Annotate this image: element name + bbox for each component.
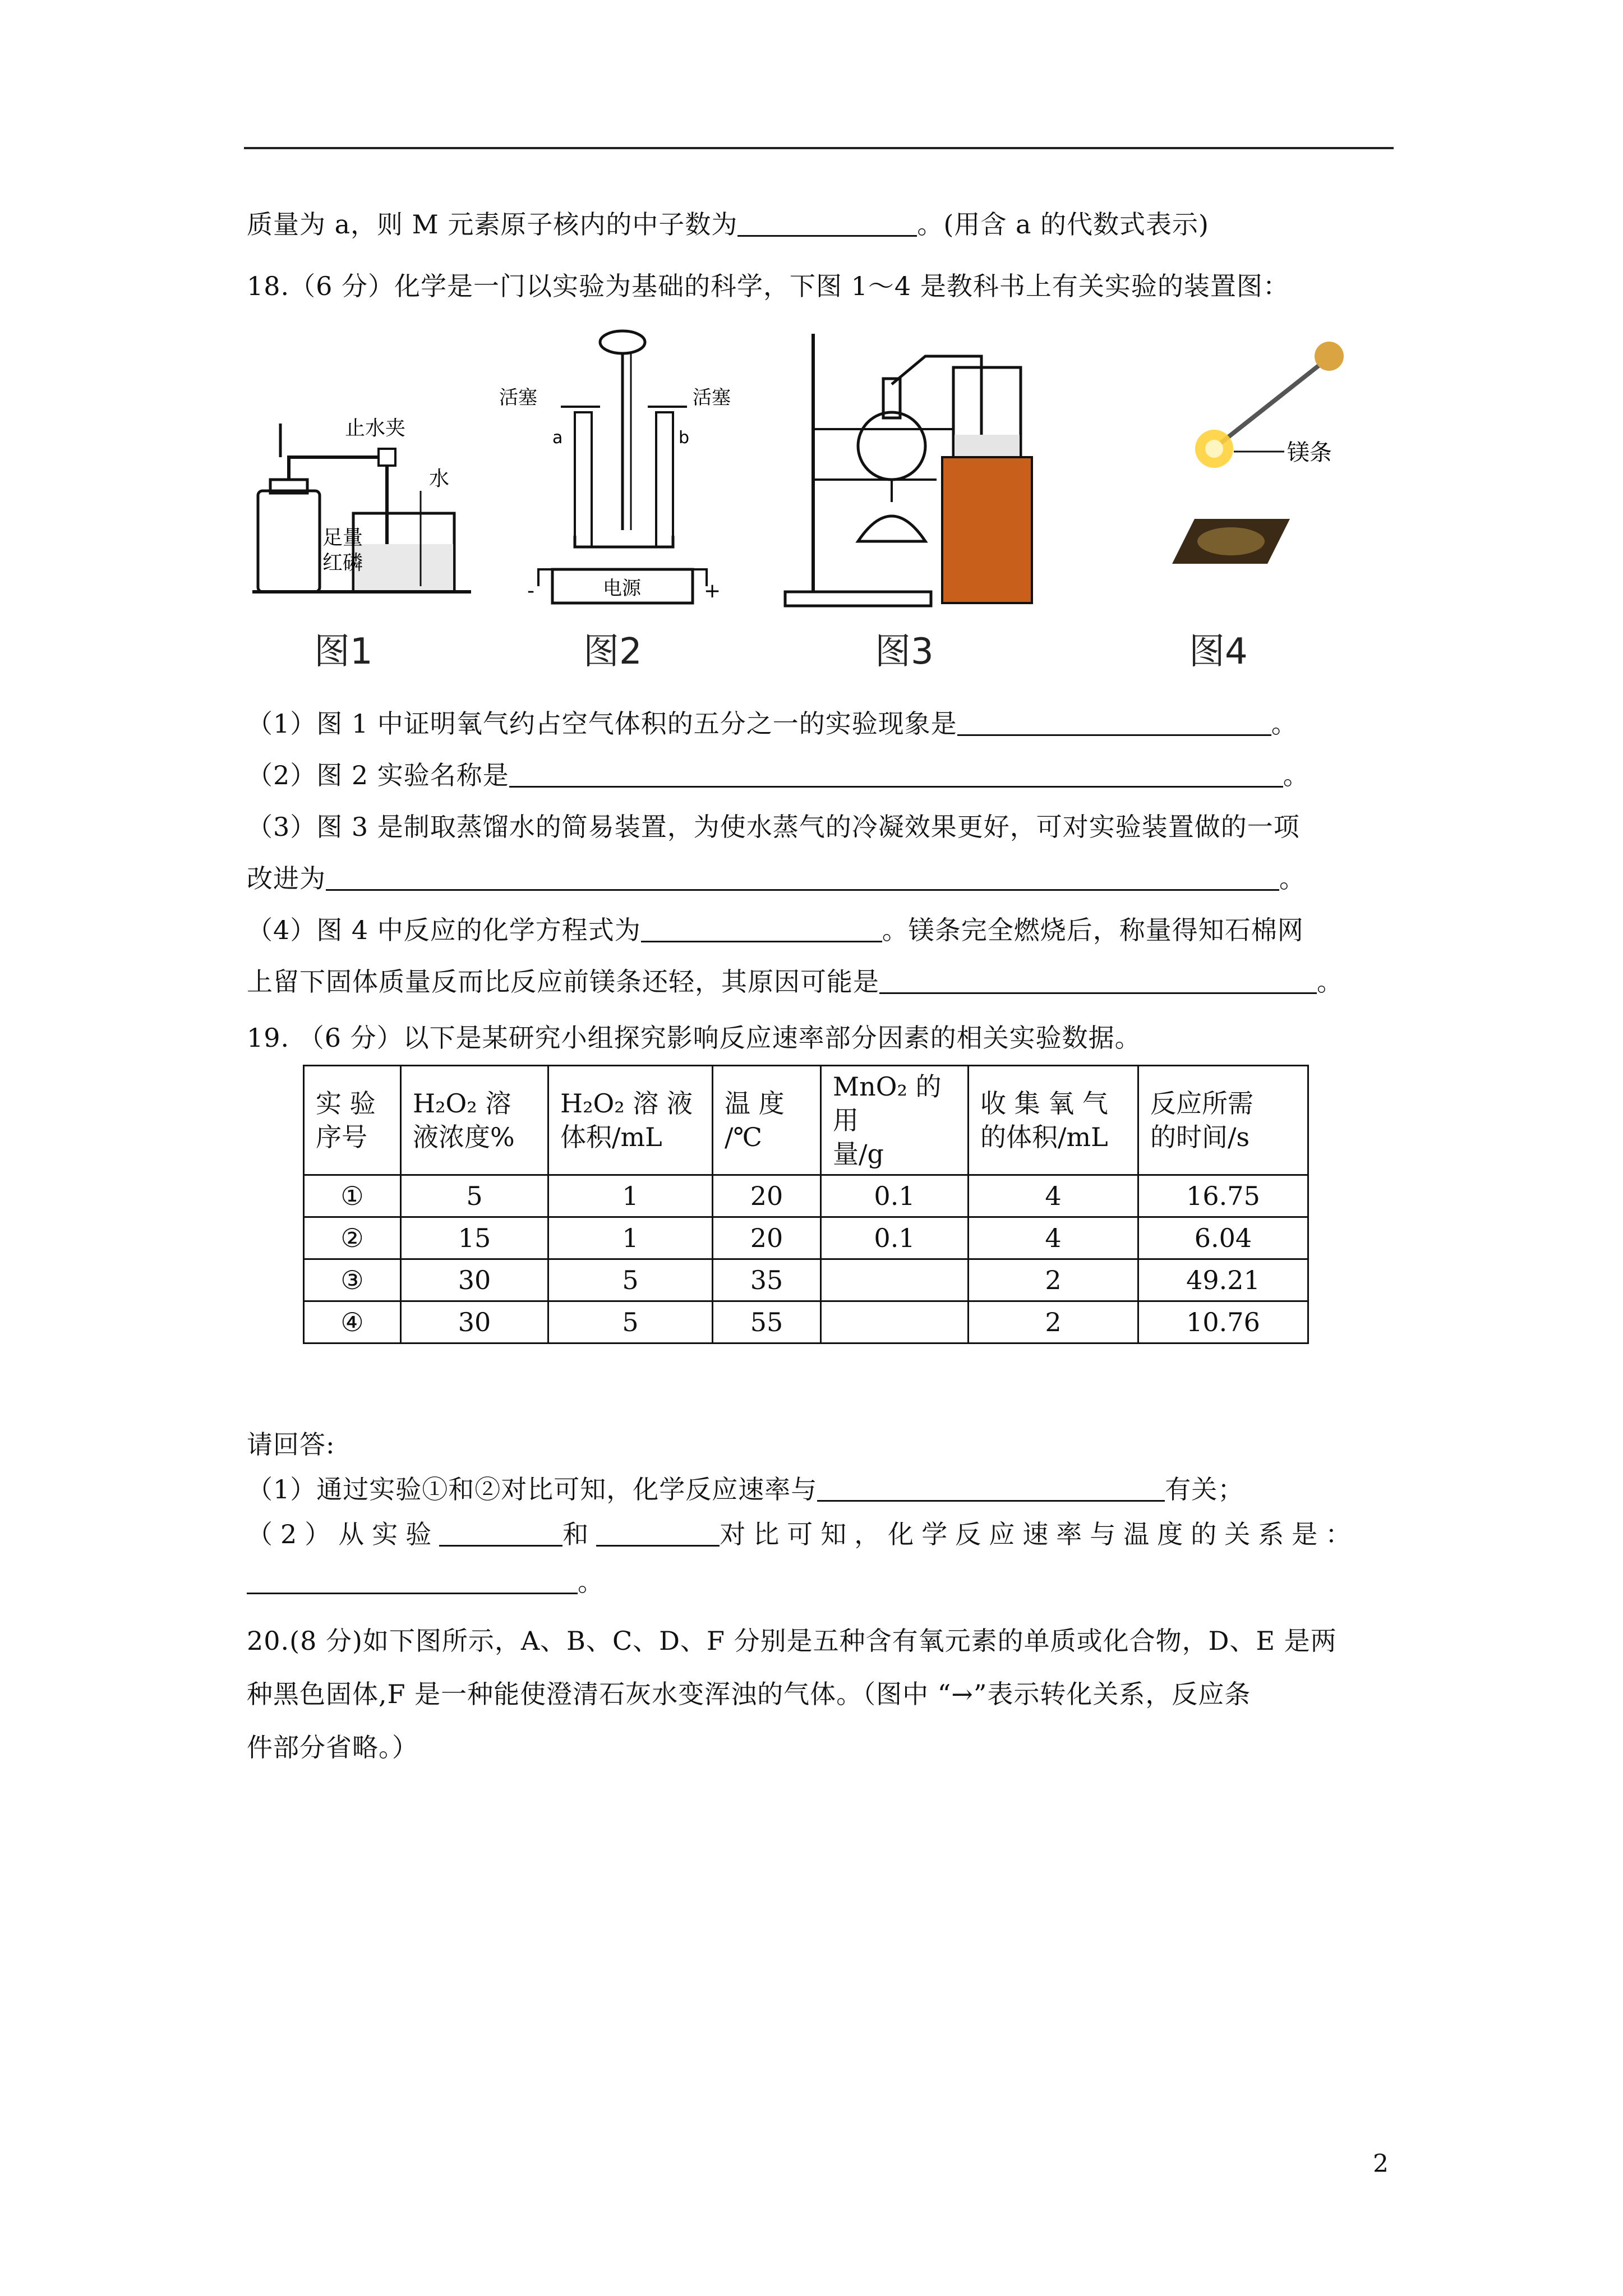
fig1-label-water: 水 <box>429 467 450 490</box>
fig2-label-power: 电源 <box>603 577 641 600</box>
header-cell: H₂O₂ 溶 液浓度% <box>401 1066 548 1175</box>
q18-sub1-blank[interactable] <box>957 708 1271 736</box>
q19-sub2: （2）从实验 和 对比可知，化学反应速率与温度的关系是： <box>247 1519 1359 1549</box>
q19-sub2-blank3[interactable] <box>247 1567 578 1594</box>
q19-sub1: （1）通过实验①和②对比可知，化学反应速率与 有关； <box>247 1474 1244 1504</box>
figure-3-apparatus <box>774 323 1088 614</box>
q19-sub1-blank[interactable] <box>817 1474 1165 1502</box>
header-cell: H₂O₂ 溶 液 体积/mL <box>548 1066 713 1175</box>
header-cell: MnO₂ 的用 量/g <box>821 1066 969 1175</box>
q19-sub2-blank1[interactable] <box>439 1519 562 1547</box>
fig1-label-clamp: 止水夹 <box>345 417 406 440</box>
fig2-label-b: b <box>679 428 690 448</box>
table-row: ③ 30 5 35 2 49.21 <box>304 1259 1308 1301</box>
answer-blank[interactable] <box>737 209 917 237</box>
page-number: 2 <box>1373 2150 1389 2178</box>
q18-sub3-line1: （3）图 3 是制取蒸馏水的简易装置，为使水蒸气的冷凝效果更好，可对实验装置做的一项 <box>247 812 1300 842</box>
figure-4-caption: 图4 <box>1189 631 1248 673</box>
q18-sub2-blank[interactable] <box>509 760 1283 788</box>
q18-figures <box>247 323 1374 673</box>
header-cell: 收 集 氧 气 的体积/mL <box>969 1066 1138 1175</box>
q18-sub4-blank1[interactable] <box>641 915 882 942</box>
figure-1-apparatus <box>247 323 482 614</box>
header-cell: 实 验 序号 <box>304 1066 401 1175</box>
experiment-table <box>303 1065 1309 1344</box>
fig4-label-magnesium: 镁条 <box>1287 440 1332 466</box>
fig2-label-a: a <box>552 428 563 448</box>
figure-3-caption: 图3 <box>875 631 934 673</box>
q18-sub2: （2）图 2 实验名称是 。 <box>247 760 1310 790</box>
q18-sub4-line2: 上留下固体质量反而比反应前镁条还轻，其原因可能是 。 <box>247 967 1343 997</box>
q18-sub3-blank[interactable] <box>326 863 1279 891</box>
figure-2-apparatus <box>494 323 740 614</box>
figure-1-caption: 图1 <box>314 631 373 673</box>
q18-sub1: （1）图 1 中证明氧气约占空气体积的五分之一的实验现象是 。 <box>247 708 1298 739</box>
header-cell: 温 度 /℃ <box>713 1066 821 1175</box>
fig2-label-minus: - <box>527 579 534 602</box>
table-header-row <box>304 1066 1308 1175</box>
q18-heading: 18.（6 分）化学是一门以实验为基础的科学，下图 1～4 是教科书上有关实验的装置图： <box>247 271 1289 301</box>
q19-prompt: 请回答: <box>247 1429 335 1460</box>
q19-sub2-blank2[interactable] <box>596 1519 720 1547</box>
q20-line2: 种黑色固体,F 是一种能使澄清石灰水变浑浊的气体。（图中 “→”表示转化关系，反应条 <box>247 1679 1251 1709</box>
header-rule <box>244 147 1394 149</box>
line-top: 质量为 a，则 M 元素原子核内的中子数为 。(用含 a 的代数式表示) <box>247 209 1209 240</box>
q19-heading: 19. （6 分）以下是某研究小组探究影响反应速率部分因素的相关实验数据。 <box>247 1023 1141 1053</box>
q20-line1: 20.(8 分)如下图所示，A、B、C、D、F 分别是五种含有氧元素的单质或化合物，D、E 是两 <box>247 1626 1337 1656</box>
q18-sub4-blank2[interactable] <box>879 967 1317 994</box>
q19-sub2-cont: 。 <box>247 1565 604 1599</box>
table-row: ④ 30 5 55 2 10.76 <box>304 1301 1308 1343</box>
table-row: ① 5 1 20 0.1 4 16.75 <box>304 1175 1308 1217</box>
figure-2-caption: 图2 <box>583 631 642 673</box>
fig2-label-stopcock-b: 活塞 <box>693 386 731 409</box>
fig1-label-red-phosphorus: 红磷 <box>322 551 363 574</box>
q20-line3: 件部分省略。） <box>247 1732 418 1763</box>
q18-sub3-line2: 改进为 。 <box>247 863 1306 894</box>
figure-4-apparatus <box>1166 323 1374 614</box>
fig2-label-stopcock-a: 活塞 <box>499 386 537 409</box>
table-row: ② 15 1 20 0.1 4 6.04 <box>304 1217 1308 1259</box>
fig2-label-plus: + <box>704 579 721 602</box>
fig1-label-sufficient: 足量 <box>322 526 363 549</box>
header-cell: 反应所需 的时间/s <box>1138 1066 1308 1175</box>
q18-sub4-line1: （4）图 4 中反应的化学方程式为 。镁条完全燃烧后，称量得知石棉网 <box>247 915 1304 945</box>
